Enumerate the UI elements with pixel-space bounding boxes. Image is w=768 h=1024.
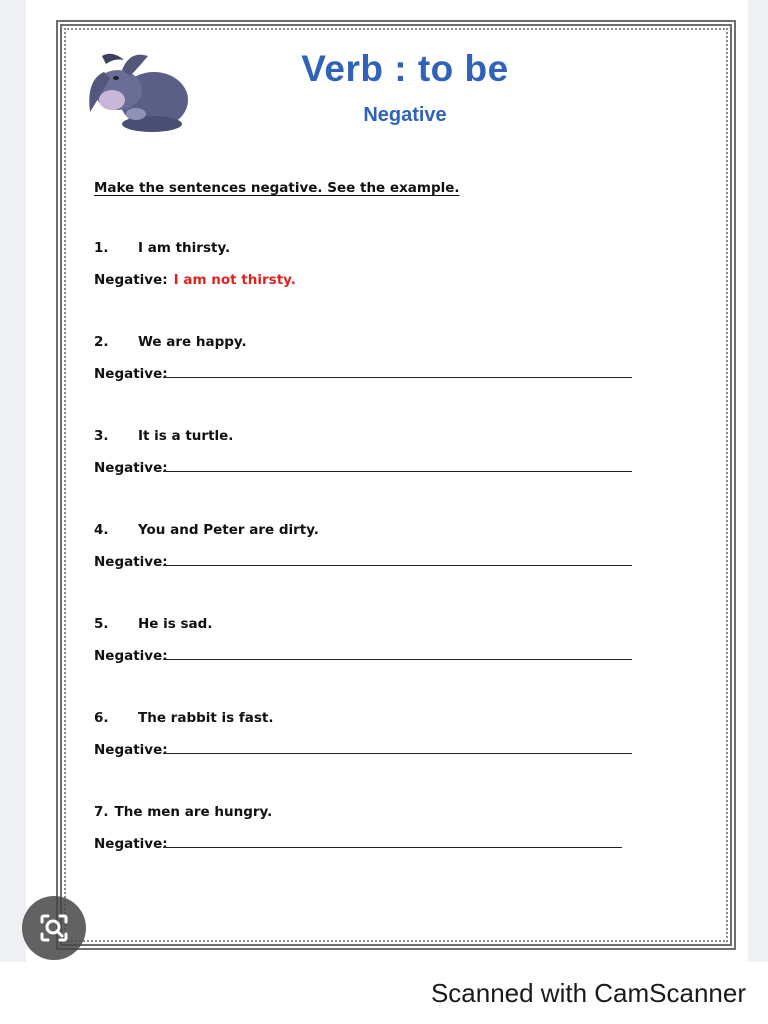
question-number: 6. (94, 710, 109, 726)
question-sentence: It is a turtle. (138, 428, 234, 444)
lens-search-icon (22, 896, 86, 960)
question-4 (94, 522, 319, 538)
answer-line-6[interactable] (163, 753, 632, 754)
question-sentence: He is sad. (138, 616, 213, 632)
negative-label: Negative: (94, 366, 168, 382)
answer-line-4[interactable] (163, 565, 632, 566)
negative-label: Negative: (94, 836, 168, 852)
question-sentence: The men are hungry. (114, 804, 273, 820)
answer-line-3[interactable] (163, 471, 632, 472)
question-number: 2. (94, 334, 109, 350)
question-3 (94, 428, 233, 444)
answer-line-2[interactable] (163, 377, 632, 378)
question-number: 1. (94, 240, 109, 256)
question-sentence: We are happy. (138, 334, 247, 350)
answer-line-7[interactable] (163, 847, 622, 848)
negative-row-7 (94, 836, 168, 852)
answer-line-5[interactable] (163, 659, 632, 660)
question-number: 5. (94, 616, 109, 632)
question-number: 7. (94, 804, 109, 820)
negative-row-3 (94, 460, 168, 476)
worksheet-subtitle: Negative (363, 104, 447, 126)
negative-row-1 (94, 272, 296, 288)
question-sentence: The rabbit is fast. (138, 710, 274, 726)
scanner-watermark: Scanned with CamScanner (430, 978, 746, 1008)
donkey-mascot-icon (82, 42, 194, 134)
example-answer: I am not thirsty. (173, 272, 296, 288)
question-sentence: You and Peter are dirty. (138, 522, 319, 538)
negative-row-6 (94, 742, 168, 758)
question-1 (94, 240, 230, 256)
negative-label: Negative: (94, 648, 168, 664)
negative-row-4 (94, 554, 168, 570)
worksheet-title: Verb : to be (301, 48, 509, 89)
question-number: 3. (94, 428, 109, 444)
negative-label: Negative: (94, 554, 168, 570)
negative-label: Negative: (94, 742, 168, 758)
question-6 (94, 710, 274, 726)
question-2 (94, 334, 247, 350)
question-5 (94, 616, 212, 632)
negative-row-2 (94, 366, 168, 382)
question-7 (94, 804, 272, 820)
instruction-text: Make the sentences negative. See the example. (94, 180, 460, 196)
negative-row-5 (94, 648, 168, 664)
question-sentence: I am thirsty. (138, 240, 231, 256)
negative-label: Negative: (94, 460, 168, 476)
negative-label: Negative: (94, 272, 168, 288)
lens-search-button[interactable] (22, 896, 86, 960)
question-number: 4. (94, 522, 109, 538)
